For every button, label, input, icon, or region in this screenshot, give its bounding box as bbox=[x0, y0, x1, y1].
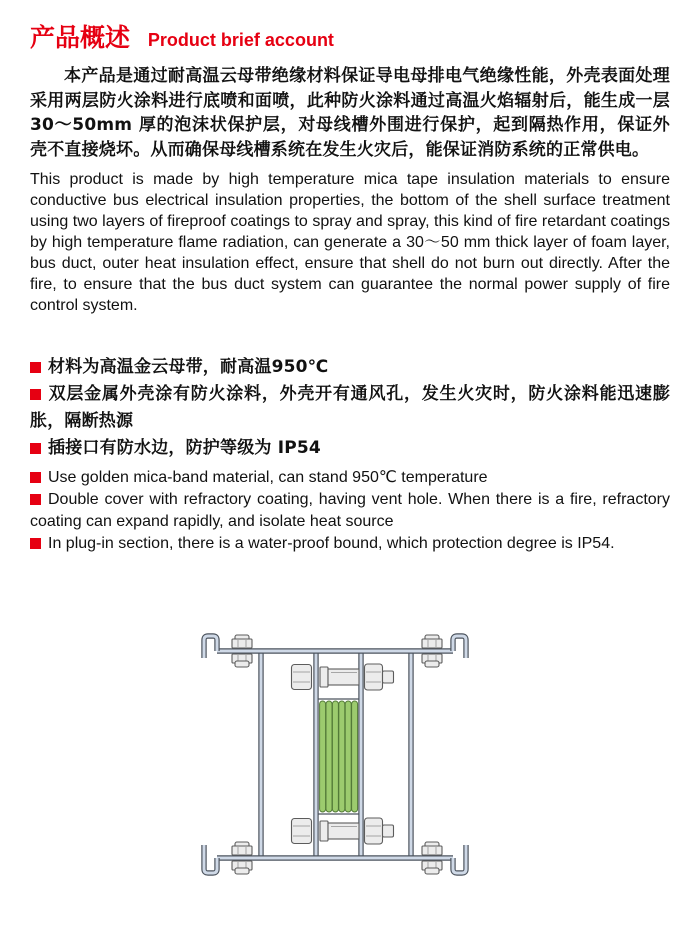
feature-item bbox=[30, 489, 670, 533]
feature-item bbox=[30, 467, 670, 489]
feature-text: 材料为高温金云母带，耐高温950℃ bbox=[48, 357, 329, 377]
feature-list-en bbox=[30, 467, 670, 555]
bus-duct-cross-section-diagram bbox=[195, 625, 505, 895]
feature-text: In plug-in section, there is a water-proof bound, which protection degree is IP54. bbox=[48, 535, 615, 552]
feature-item bbox=[30, 533, 670, 555]
bullet-square-icon bbox=[30, 389, 41, 400]
bullet-square-icon bbox=[30, 538, 41, 549]
busbar-insulation-stack bbox=[319, 699, 359, 814]
feature-list bbox=[30, 354, 670, 555]
feature-text: Double cover with refractory coating, having vent hole. When there is a fire, refractory coating can expand rapidly, and isolate heat source bbox=[30, 491, 670, 530]
bullet-square-icon bbox=[30, 472, 41, 483]
feature-text: Use golden mica-band material, can stand 950℃ temperature bbox=[48, 469, 488, 486]
page-title bbox=[30, 20, 670, 55]
feature-item bbox=[30, 354, 670, 381]
bullet-square-icon bbox=[30, 362, 41, 373]
feature-item bbox=[30, 381, 670, 435]
intro-paragraph-zh: 本产品是通过耐高温云母带绝缘材料保证导电母排电气绝缘性能，外壳表面处理采用两层防火涂料进行底喷和面喷，此种防火涂料通过高温火焰辐射后，能生成一层 30～50mm 厚的泡沫状保护层，对母线槽外围进行保护，起到隔热作用，保证外壳不直接烧坏。从而确保母线槽系统在发生火灾后，能保证消防系统的正常供电。 bbox=[30, 66, 670, 160]
feature-list-zh bbox=[30, 354, 670, 462]
page-title-zh: 产品概述 bbox=[30, 23, 131, 52]
bullet-square-icon bbox=[30, 443, 41, 454]
bullet-square-icon bbox=[30, 494, 41, 505]
intro-paragraph-en: This product is made by high temperature mica tape insulation materials to ensure conductive bus electrical insulation properties, the bottom of the shell surface treatment using two layers of fireproof coatings to spray and spray, this kind of fire retardant coatings by high temperature flame radiation, can generate a 30～50 mm thick layer of foam layer, bus duct, outer heat insulation effect, ensure that shell do not burn out directly. After the fire, to ensure that the bus duct system can guarantee the normal power supply of fire control system. bbox=[30, 171, 670, 314]
feature-text: 插接口有防水边，防护等级为 IP54 bbox=[48, 438, 321, 458]
feature-item bbox=[30, 435, 670, 462]
page-title-en: Product brief account bbox=[147, 30, 334, 50]
diagram-container bbox=[30, 625, 670, 895]
feature-text: 双层金属外壳涂有防火涂料，外壳开有通风孔，发生火灾时，防火涂料能迅速膨胀，隔断热源 bbox=[30, 384, 670, 431]
